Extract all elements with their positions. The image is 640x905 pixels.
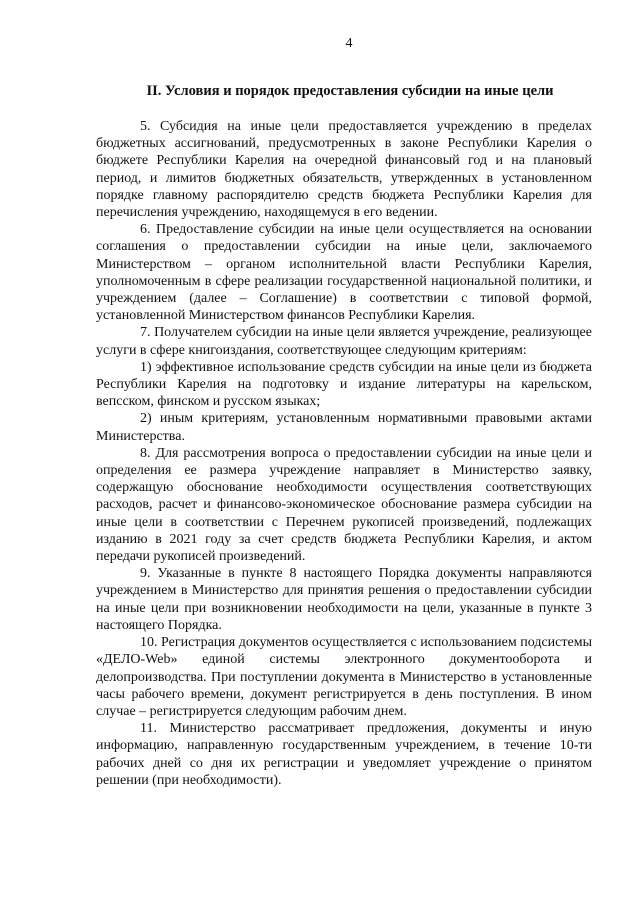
paragraph-5: 5. Субсидия на иные цели предоставляется учреждению в пределах бюджетных ассигнований, предусмотренных в законе Республики Карелия о бюджете Республики Карелия на очередной финансовый год и на плановый период, и лимитов бюджетных обязательств, утвержденных в установленном порядке главному распорядителю средств бюджета Республики Карелия для перечисления учреждению, находящемуся в его ведении. (96, 119, 592, 221)
criterion-1: 1) эффективное использование средств субсидии на иные цели из бюджета Республики Карелия на подготовку и издание литературы на карельском, вепсском, финском и русском языках; (96, 359, 592, 410)
page-number: 4 (345, 36, 353, 51)
body-text (96, 118, 592, 789)
criterion-2: 2) иным критериям, установленным нормативными правовыми актами Министерства. (96, 411, 592, 444)
paragraph-11: 11. Министерство рассматривает предложения, документы и иную информацию, направленную государственным учреждением, в течение 10-ти рабочих дней со дня их регистрации и уведомляет учреждение о принятом решении (при необходимости). (96, 721, 592, 788)
section-heading: II. Условия и порядок предоставления субсидии на иные цели (146, 83, 554, 99)
paragraph-8: 8. Для рассмотрения вопроса о предоставлении субсидии на иные цели и определения ее размера учреждение направляет в Министерство заявку, содержащую обоснование необходимости осуществления соответствующих расходов, расчет и финансово-экономическое обоснование размера субсидии на иные цели в соответствии с Перечнем рукописей произведений, подлежащих изданию в 2021 году за счет средств бюджета Республики Карелия, и актом передачи рукописей произведений. (96, 445, 592, 565)
paragraph-9: 9. Указанные в пункте 8 настоящего Порядка документы направляются учреждением в Министерство для принятия решения о предоставлении субсидии на иные цели при возникновении необходимости на цели, указанные в пункте 3 настоящего Порядка. (96, 566, 592, 633)
paragraph-7: 7. Получателем субсидии на иные цели является учреждение, реализующее услуги в сфере книгоиздания, соответствующее следующим критериям: (96, 325, 592, 358)
paragraph-6: 6. Предоставление субсидии на иные цели осуществляется на основании соглашения о предоставлении субсидии на иные цели, заключаемого Министерством – органом исполнительной власти Республики Карелия, уполномоченным в сфере реализации государственной национальной политики, и учреждением (далее – Соглашение) в соответствии с типовой формой, установленной Министерством финансов Республики Карелия. (96, 222, 592, 324)
paragraph-10: 10. Регистрация документов осуществляется с использованием подсистемы «ДЕЛО-Web» единой системы электронного документооборота и делопроизводства. При поступлении документа в Министерство в установленные часы рабочего времени, документ регистрируется в день поступления. В ином случае – регистрируется следующим рабочим днем. (96, 635, 592, 719)
